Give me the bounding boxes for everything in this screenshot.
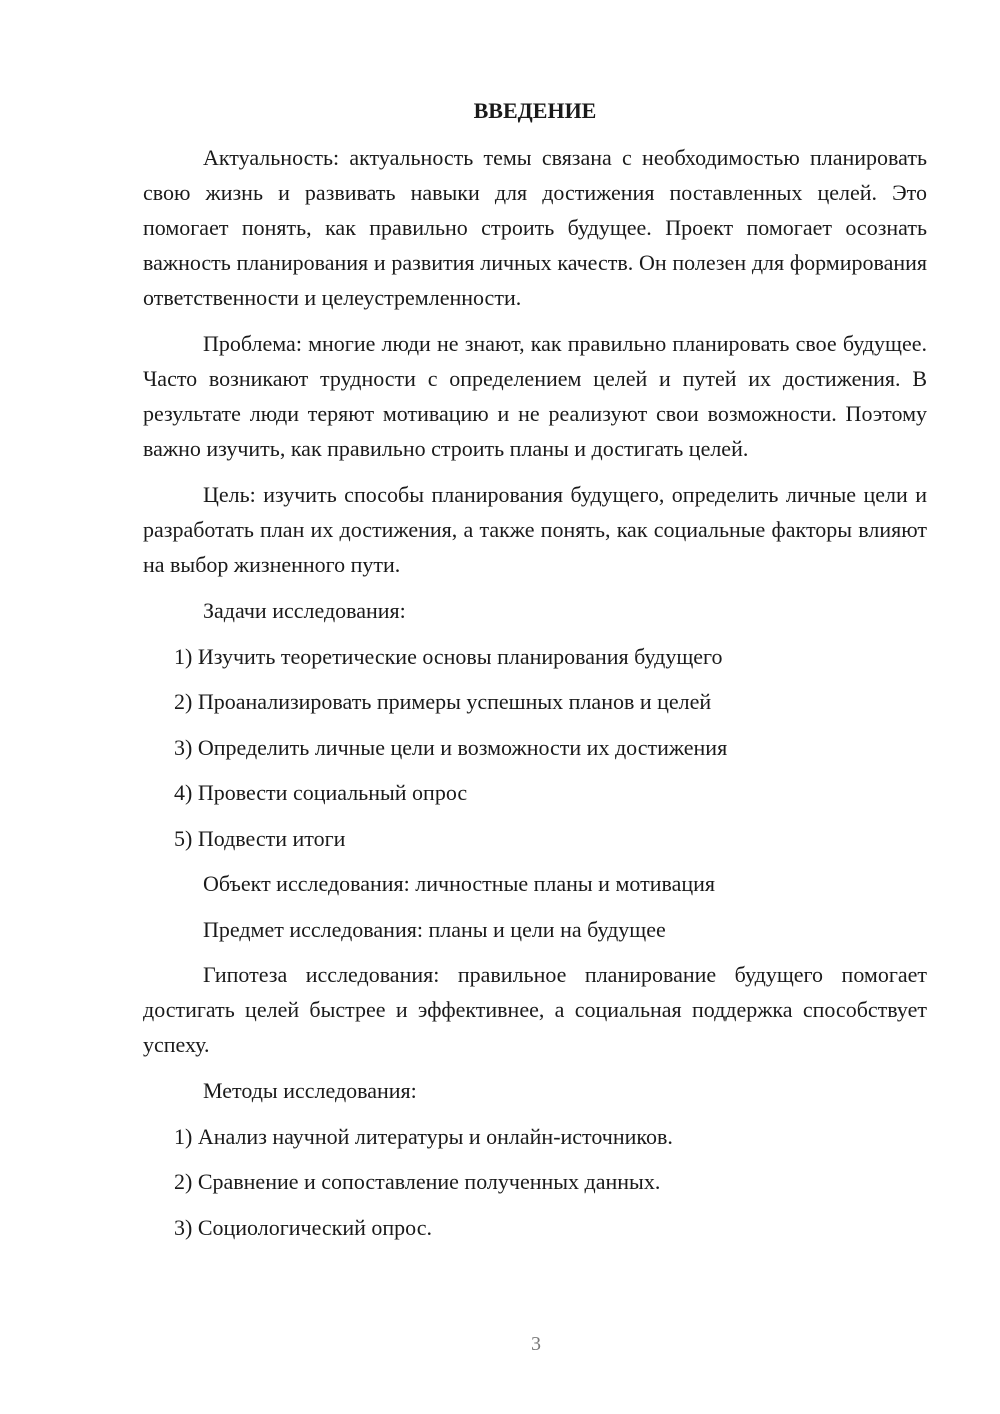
- task-item: 5) Подвести итоги: [174, 825, 346, 851]
- problem-paragraph: Проблема: многие люди не знают, как правильно планировать свое будущее. Часто возникают трудности с определением целей и путей их достижения. В результате люди теряют мотивацию и не реализуют свои возможности. Поэтому важно изучить, как правильно строить планы и достигать целей.: [143, 331, 927, 461]
- relevance-paragraph: Актуальность: актуальность темы связана с необходимостью планировать свою жизнь и развивать навыки для достижения поставленных целей. Это помогает понять, как правильно строить будущее. Проект помогает осознать важность планирования и развития личных качеств. Он полезен для формирования ответственности и целеустремленности.: [143, 145, 927, 310]
- task-item: 3) Определить личные цели и возможности их достижения: [174, 734, 728, 760]
- tasks-list: [143, 639, 927, 856]
- page-title: ВВЕДЕНИЕ: [473, 98, 597, 123]
- object-paragraph: Объект исследования: личностные планы и мотивация: [203, 871, 716, 896]
- method-item: 2) Сравнение и сопоставление полученных данных.: [174, 1169, 661, 1194]
- task-item: 2) Проанализировать примеры успешных планов и целей: [174, 689, 712, 714]
- tasks-heading: Задачи исследования:: [203, 598, 406, 623]
- document-page: [143, 94, 927, 1255]
- page-number: 3: [531, 1333, 541, 1355]
- methods-heading: Методы исследования:: [203, 1078, 417, 1103]
- subject-paragraph: Предмет исследования: планы и цели на будущее: [203, 916, 666, 942]
- hypothesis-paragraph: Гипотеза исследования: правильное планирование будущего помогает достигать целей быстрее и эффективнее, а социальная поддержка способствует успеху.: [143, 962, 927, 1057]
- method-item: 3) Социологический опрос.: [174, 1214, 432, 1240]
- method-item: 1) Анализ научной литературы и онлайн-источников.: [174, 1123, 673, 1149]
- goal-paragraph: Цель: изучить способы планирования будущего, определить личные цели и разработать план их достижения, а также понять, как социальные факторы влияют на выбор жизненного пути.: [143, 482, 927, 577]
- methods-list: [143, 1119, 927, 1245]
- task-item: 4) Провести социальный опрос: [174, 780, 468, 805]
- task-item: 1) Изучить теоретические основы планирования будущего: [174, 643, 723, 669]
